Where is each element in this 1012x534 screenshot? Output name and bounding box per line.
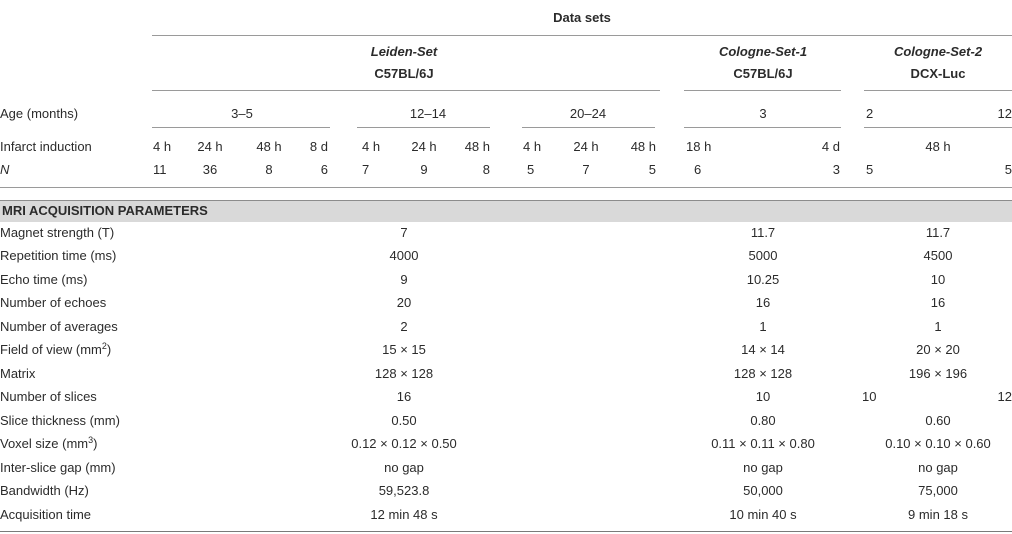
- param-label: [0, 436, 98, 452]
- param-leiden: 12 min 48 s: [370, 507, 438, 522]
- cologne-1-rule: [684, 90, 841, 91]
- param-label-end: ): [106, 342, 112, 357]
- param-label: Echo time (ms): [0, 272, 88, 287]
- age-leiden-mid: 12–14: [409, 106, 447, 121]
- leiden-rule: [152, 90, 660, 91]
- cologne-set-1-name: Cologne-Set-1: [718, 44, 808, 59]
- param-cologne-2: 196 × 196: [908, 366, 968, 381]
- cologne-2-rule: [864, 90, 1012, 91]
- n-cell: 11: [153, 162, 167, 177]
- age-leiden-young: 3–5: [231, 106, 253, 121]
- leiden-set-strain: C57BL/6J: [374, 66, 434, 81]
- n-cell: 7: [362, 162, 370, 177]
- header-rule: [152, 35, 1012, 36]
- param-cologne-2: 0.60: [925, 413, 951, 428]
- param-cologne-1: 11.7: [750, 225, 776, 240]
- param-cologne-2: 9 min 18 s: [908, 507, 968, 522]
- param-leiden: 7: [400, 225, 408, 240]
- param-cologne-2: 16: [930, 295, 946, 310]
- param-label-text: Field of view (mm: [0, 342, 102, 357]
- param-cologne-1: 10: [755, 389, 771, 404]
- bottom-rule: [0, 531, 1012, 532]
- param-leiden: 0.12 × 0.12 × 0.50: [351, 436, 457, 451]
- age-leiden-old: 20–24: [569, 106, 607, 121]
- param-label: Repetition time (ms): [0, 248, 117, 263]
- infarct-cell: 18 h: [686, 139, 712, 154]
- n-cell: 8: [265, 162, 273, 177]
- param-cologne-1: no gap: [743, 460, 783, 475]
- age-cologne-1: 3: [759, 106, 767, 121]
- param-label-end: ): [93, 436, 98, 451]
- infarct-cell: 48 h: [256, 139, 282, 154]
- age-rule-5: [864, 127, 1012, 128]
- param-cologne-1: 0.11 × 0.11 × 0.80: [711, 436, 815, 451]
- n-cell: 7: [582, 162, 590, 177]
- infarct-cell: 8 d: [309, 139, 328, 154]
- param-label: [0, 342, 111, 358]
- param-leiden: 0.50: [391, 413, 417, 428]
- param-label: Inter-slice gap (mm): [0, 460, 116, 475]
- param-cologne-1: 128 × 128: [733, 366, 793, 381]
- param-label: Bandwidth (Hz): [0, 483, 89, 498]
- infarct-cell: 24 h: [197, 139, 223, 154]
- param-leiden: 9: [400, 272, 408, 287]
- param-label: Magnet strength (T): [0, 225, 115, 240]
- param-leiden: 2: [400, 319, 408, 334]
- n-cell: 9: [420, 162, 428, 177]
- age-cologne-2-a: 2: [866, 106, 874, 121]
- param-cologne-2: 1: [934, 319, 942, 334]
- header-data-sets: Data sets: [553, 10, 611, 25]
- param-cologne-2-a: 10: [862, 389, 877, 404]
- infarct-cell: 4 d: [821, 139, 840, 154]
- param-leiden: 4000: [389, 248, 419, 263]
- param-cologne-2: 0.10 × 0.10 × 0.60: [885, 436, 991, 451]
- n-cell: 8: [482, 162, 490, 177]
- param-leiden: 128 × 128: [374, 366, 434, 381]
- param-label-text: Voxel size (mm: [0, 436, 89, 451]
- param-cologne-1: 50,000: [743, 483, 783, 498]
- param-leiden: 20: [396, 295, 412, 310]
- cologne-set-1-strain: C57BL/6J: [733, 66, 793, 81]
- age-rule-3: [522, 127, 655, 128]
- param-label: Acquisition time: [0, 507, 92, 522]
- infarct-cell: 4 h: [523, 139, 542, 154]
- infarct-cell: 48 h: [630, 139, 656, 154]
- age-label: Age (months): [0, 106, 79, 121]
- param-label: Number of echoes: [0, 295, 107, 310]
- infarct-cell: 4 h: [153, 139, 172, 154]
- param-cologne-1: 0.80: [750, 413, 776, 428]
- age-cologne-2-b: 12: [997, 106, 1012, 121]
- param-cologne-1: 10.25: [746, 272, 780, 287]
- n-label: N: [0, 162, 10, 177]
- infarct-cell: 24 h: [411, 139, 437, 154]
- param-label: Number of slices: [0, 389, 97, 404]
- age-rule-4: [684, 127, 841, 128]
- infarct-cell: 24 h: [573, 139, 599, 154]
- n-cell: 6: [694, 162, 702, 177]
- n-cell: 5: [866, 162, 874, 177]
- param-cologne-2: 10: [930, 272, 946, 287]
- top-section-rule: [0, 187, 1012, 188]
- leiden-set-name: Leiden-Set: [370, 44, 438, 59]
- param-label: Number of averages: [0, 319, 118, 334]
- param-label: Matrix: [0, 366, 36, 381]
- param-cologne-1: 1: [759, 319, 767, 334]
- infarct-label: Infarct induction: [0, 139, 92, 154]
- param-leiden: 59,523.8: [378, 483, 430, 498]
- cologne-set-2-strain: DCX-Luc: [910, 66, 966, 81]
- age-rule-1: [152, 127, 330, 128]
- param-leiden: 15 × 15: [382, 342, 426, 357]
- param-cologne-1: 5000: [748, 248, 778, 263]
- param-cologne-2-b: 12: [997, 389, 1012, 404]
- section-title: MRI ACQUISITION PARAMETERS: [2, 203, 208, 218]
- cologne-set-2-name: Cologne-Set-2: [893, 44, 983, 59]
- n-cell: 6: [320, 162, 328, 177]
- n-cell: 36: [202, 162, 218, 177]
- param-cologne-2: no gap: [918, 460, 958, 475]
- n-cell: 5: [648, 162, 656, 177]
- infarct-cell: 4 h: [362, 139, 381, 154]
- param-cologne-1: 16: [755, 295, 771, 310]
- n-cell: 5: [1004, 162, 1012, 177]
- param-cologne-1: 10 min 40 s: [729, 507, 797, 522]
- age-rule-2: [357, 127, 490, 128]
- param-cologne-2: 11.7: [925, 225, 951, 240]
- param-cologne-1: 14 × 14: [741, 342, 785, 357]
- param-cologne-2: 75,000: [918, 483, 958, 498]
- infarct-cell: 48 h: [464, 139, 490, 154]
- param-label: Slice thickness (mm): [0, 413, 120, 428]
- param-cologne-2: 4500: [923, 248, 953, 263]
- param-label-sup: 3: [88, 435, 94, 445]
- n-cell: 3: [832, 162, 840, 177]
- n-cell: 5: [527, 162, 535, 177]
- param-cologne-2: 20 × 20: [916, 342, 960, 357]
- infarct-cell: 48 h: [925, 139, 951, 154]
- param-leiden: no gap: [384, 460, 424, 475]
- param-leiden: 16: [396, 389, 412, 404]
- param-label-sup: 2: [101, 341, 107, 351]
